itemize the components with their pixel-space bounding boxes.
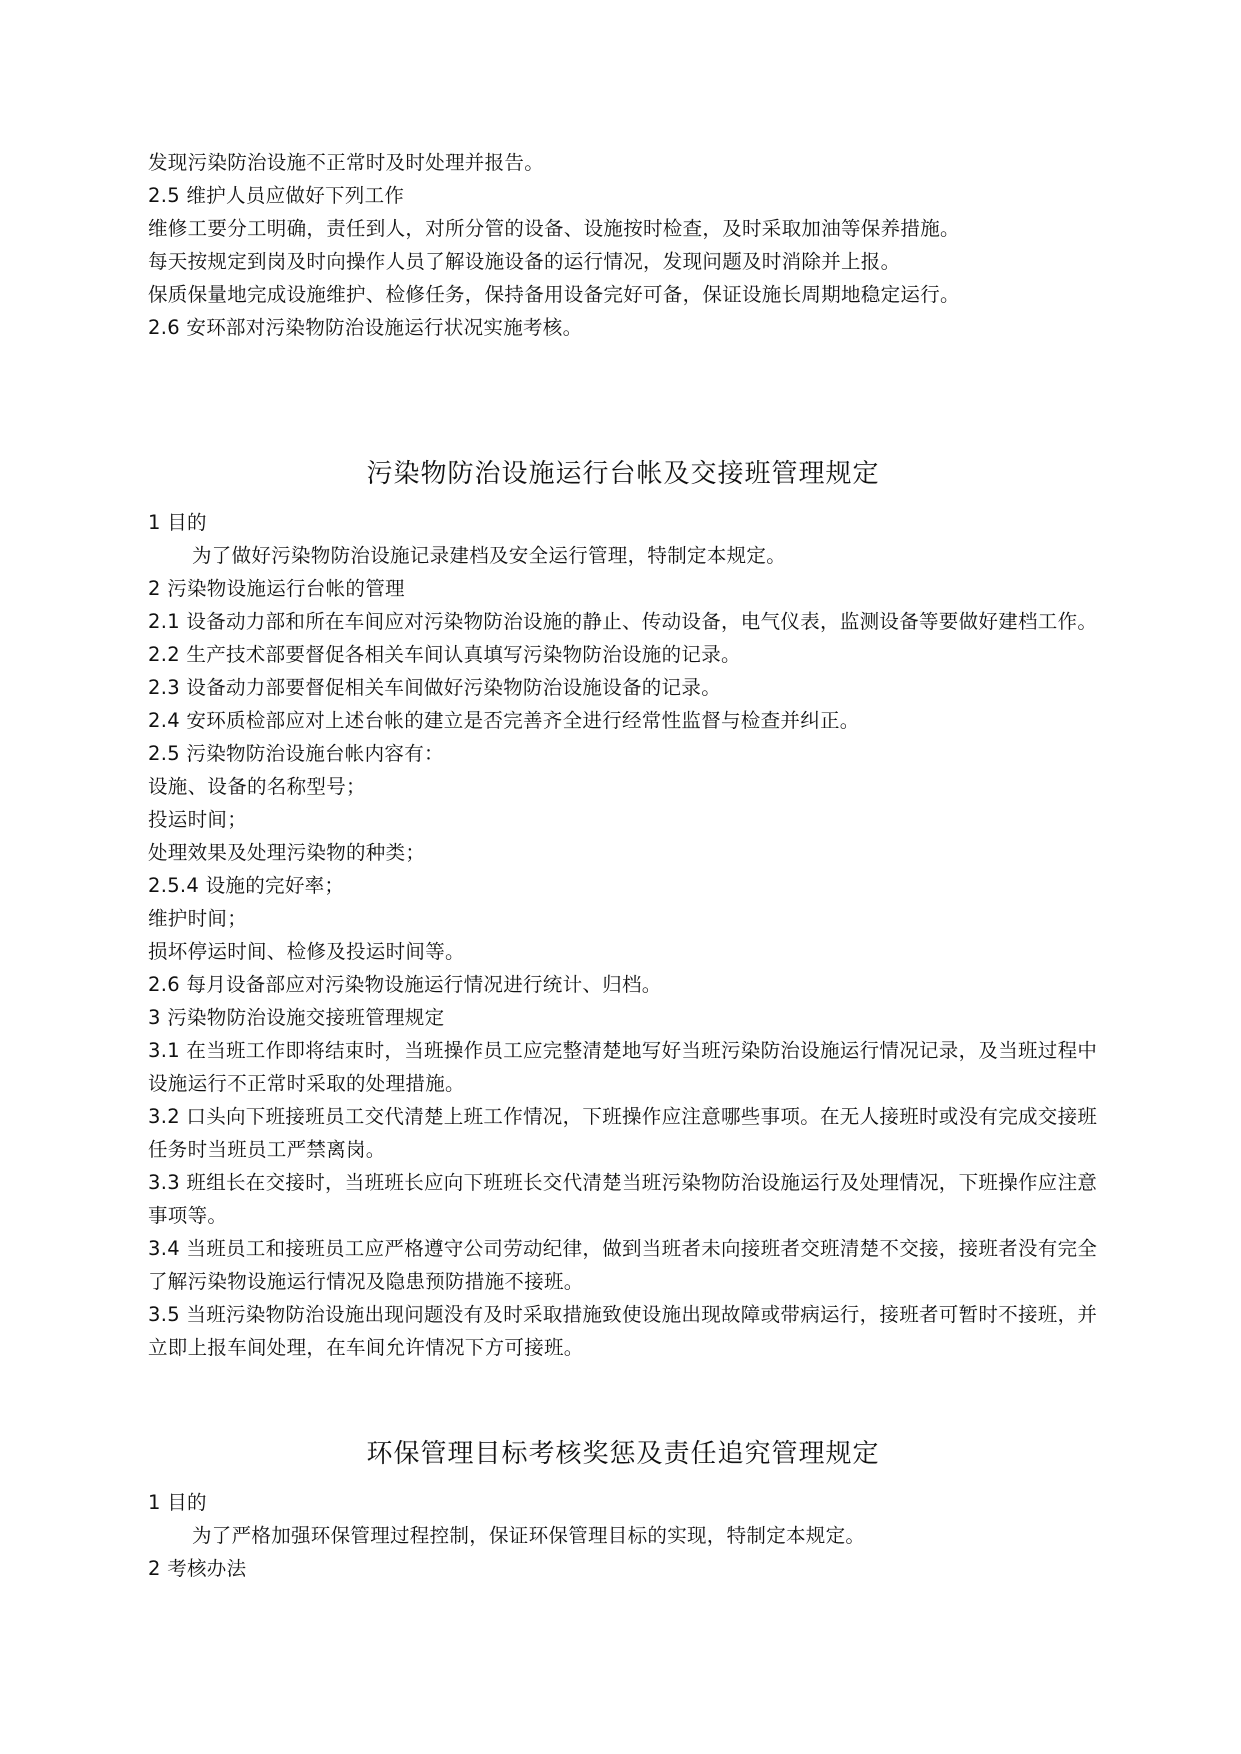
- clause-heading: 2.6 安环部对污染物防治设施运行状况实施考核。: [148, 316, 583, 339]
- paragraph: 2.1 设备动力部和所在车间应对污染物防治设施的静止、传动设备，电气仪表，监测设备等要做好建档工作。: [148, 610, 1098, 633]
- paragraph: 3.5 当班污染物防治设施出现问题没有及时采取措施致使设施出现故障或带病运行，接班者可暂时不接班，并立即上报车间处理，在车间允许情况下方可接班。: [148, 1303, 1098, 1359]
- clause-heading: 3 污染物防治设施交接班管理规定: [148, 1006, 445, 1029]
- paragraph: 为了严格加强环保管理过程控制，保证环保管理目标的实现，特制定本规定。: [192, 1524, 866, 1547]
- paragraph: 2.2 生产技术部要督促各相关车间认真填写污染物防治设施的记录。: [148, 643, 741, 666]
- clause-heading: 2.5 维护人员应做好下列工作: [148, 184, 405, 207]
- paragraph: 保质保量地完成设施维护、检修任务，保持备用设备完好可备，保证设施长周期地稳定运行。: [148, 283, 960, 306]
- section-title: 环保管理目标考核奖惩及责任追究管理规定: [366, 1439, 880, 1469]
- list-item: 投运时间；: [148, 808, 248, 831]
- list-item: 设施、设备的名称型号；: [148, 775, 366, 798]
- section-body: [148, 506, 1098, 1364]
- section-body: [148, 1486, 1098, 1585]
- list-item: 维护时间；: [148, 907, 248, 930]
- list-item: 2.5.4 设施的完好率；: [148, 874, 345, 897]
- paragraph: 3.3 班组长在交接时，当班班长应向下班班长交代清楚当班污染物防治设施运行及处理情况，下班操作应注意事项等。: [148, 1171, 1098, 1227]
- paragraph: 3.4 当班员工和接班员工应严格遵守公司劳动纪律，做到当班者未向接班者交班清楚不交接，接班者没有完全了解污染物设施运行情况及隐患预防措施不接班。: [148, 1237, 1098, 1293]
- section-title: 污染物防治设施运行台帐及交接班管理规定: [366, 459, 880, 489]
- paragraph: 2.6 每月设备部应对污染物设施运行情况进行统计、归档。: [148, 973, 662, 996]
- paragraph: 2.4 安环质检部应对上述台帐的建立是否完善齐全进行经常性监督与检查并纠正。: [148, 709, 860, 732]
- clause-heading: 1 目的: [148, 511, 207, 534]
- clause-heading: 2 污染物设施运行台帐的管理: [148, 577, 405, 600]
- list-item: 处理效果及处理污染物的种类；: [148, 841, 426, 864]
- paragraph: 3.2 口头向下班接班员工交代清楚上班工作情况，下班操作应注意哪些事项。在无人接班时或没有完成交接班任务时当班员工严禁离岗。: [148, 1105, 1098, 1161]
- paragraph: 3.1 在当班工作即将结束时，当班操作员工应完整清楚地写好当班污染防治设施运行情况记录，及当班过程中设施运行不正常时采取的处理措施。: [148, 1039, 1098, 1095]
- paragraph: 为了做好污染物防治设施记录建档及安全运行管理，特制定本规定。: [192, 544, 787, 567]
- clause-heading: 1 目的: [148, 1491, 207, 1514]
- list-item: 损坏停运时间、检修及投运时间等。: [148, 940, 465, 963]
- paragraph: 2.3 设备动力部要督促相关车间做好污染物防治设施设备的记录。: [148, 676, 722, 699]
- clause-heading: 2 考核办法: [148, 1557, 247, 1580]
- paragraph: 发现污染防治设施不正常时及时处理并报告。: [148, 151, 545, 174]
- paragraph: 每天按规定到岗及时向操作人员了解设施设备的运行情况，发现问题及时消除并上报。: [148, 250, 901, 273]
- continuation-block: [148, 146, 1098, 344]
- paragraph: 维修工要分工明确，责任到人，对所分管的设备、设施按时检查，及时采取加油等保养措施。: [148, 217, 960, 240]
- clause-heading: 2.5 污染物防治设施台帐内容有：: [148, 742, 444, 765]
